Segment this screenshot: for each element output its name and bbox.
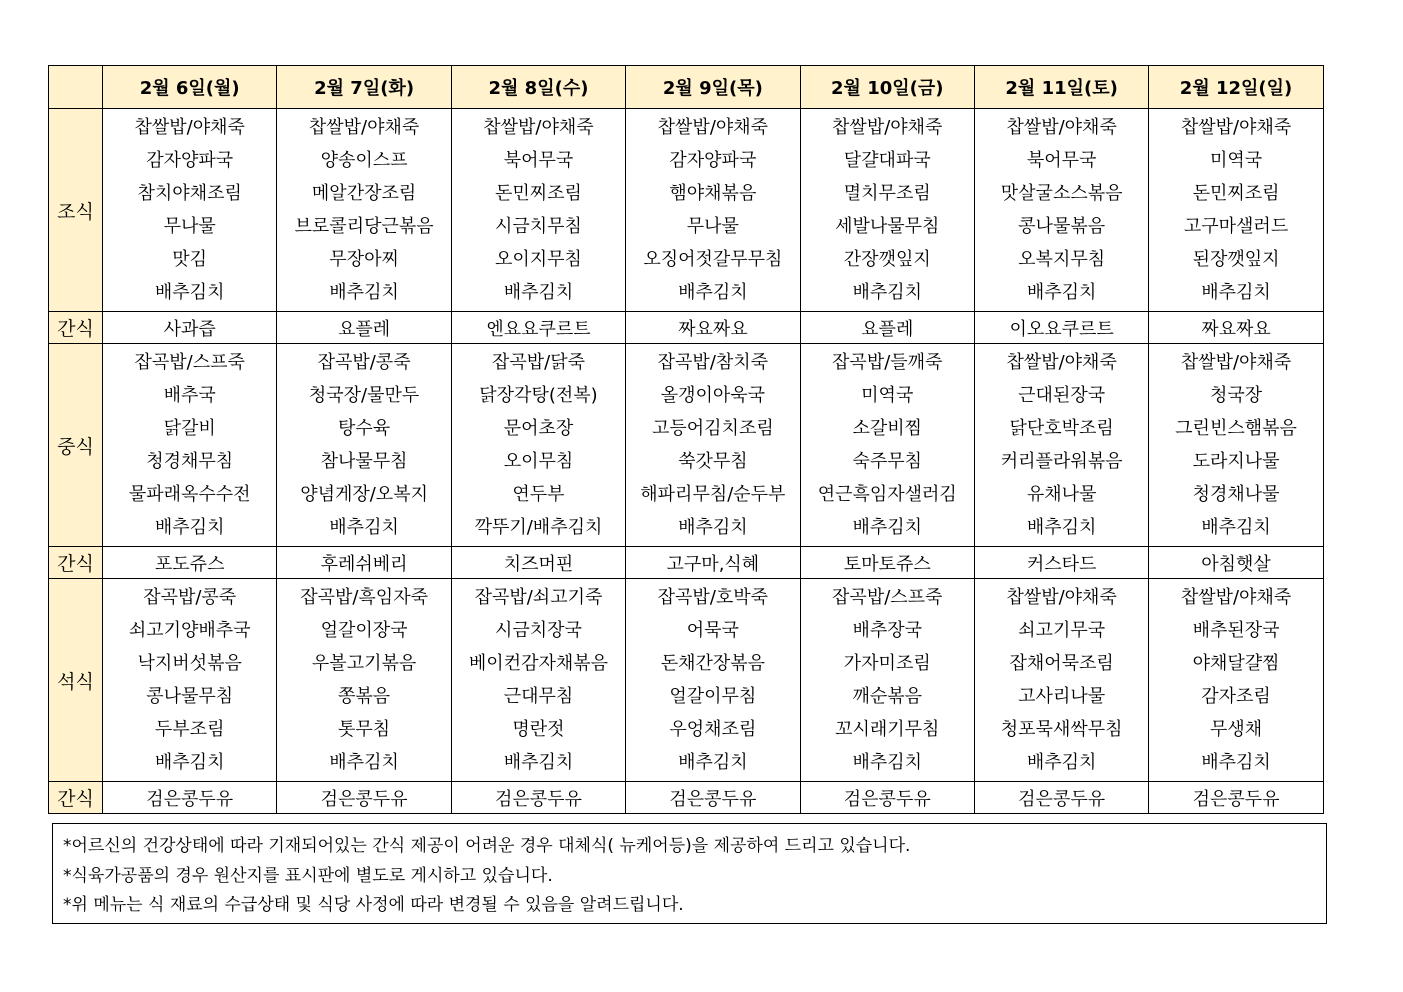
menu-item: 근대무침 [503, 686, 574, 707]
snack-cell: 토마토쥬스 [800, 547, 974, 579]
menu-item: 찹쌀밥/야채죽 [832, 117, 943, 138]
menu-item: 닭갈비 [163, 418, 216, 439]
snack-row [49, 312, 1324, 344]
menu-item: 배추김치 [1026, 517, 1097, 538]
menu-item: 배추김치 [154, 517, 225, 538]
day-header: 2월 9일(목) [626, 66, 800, 109]
menu-item: 배추국 [163, 385, 216, 406]
menu-item: 브로콜리당근볶음 [294, 216, 434, 237]
menu-item: 햄야채볶음 [669, 183, 757, 204]
menu-item: 잡곡밥/콩죽 [143, 587, 237, 608]
menu-item: 무장아찌 [329, 249, 399, 270]
menu-item: 명란젓 [512, 719, 565, 740]
menu-item: 배추김치 [329, 752, 399, 773]
meal-cell [1149, 344, 1323, 547]
menu-item: 잡곡밥/쇠고기죽 [474, 587, 603, 608]
menu-item: 얼갈이장국 [320, 620, 408, 641]
snack-cell: 엔요요쿠르트 [451, 312, 625, 344]
menu-item: 세발나물무침 [835, 216, 940, 237]
menu-item: 도라지나물 [1192, 451, 1280, 472]
menu-item: 멸치무조림 [843, 183, 931, 204]
menu-item: 잡곡밥/스프죽 [832, 587, 943, 608]
menu-item: 청국장 [1209, 385, 1263, 406]
note-line: *위 메뉴는 식 재료의 수급상태 및 식당 사정에 따라 변경될 수 있음을 알려드립니다. [63, 895, 684, 915]
menu-item: 찹쌀밥/야채죽 [134, 117, 245, 138]
weekly-menu-table [48, 65, 1324, 814]
menu-item: 닭단호박조림 [1009, 418, 1114, 439]
menu-item: 배추김치 [1201, 282, 1271, 303]
meal-cell [800, 344, 974, 547]
header-row [49, 66, 1324, 109]
menu-item: 양송이스프 [320, 150, 408, 171]
note-line: *어르신의 건강상태에 따라 기재되어있는 간식 제공이 어려운 경우 대체식( 뉴케어등)을 제공하여 드리고 있습니다. [63, 836, 911, 856]
menu-item: 배추김치 [678, 752, 748, 773]
menu-item: 잡곡밥/스프죽 [134, 352, 245, 373]
snack-cell: 사과즙 [103, 312, 277, 344]
row-label: 석식 [49, 579, 103, 782]
meal-cell [626, 344, 800, 547]
menu-item: 찹쌀밥/야채죽 [1006, 587, 1117, 608]
menu-item: 무나물 [163, 216, 216, 237]
menu-item: 북어무국 [503, 150, 574, 171]
menu-item: 고등어김치조림 [652, 418, 774, 439]
note-line: *식육가공품의 경우 원산지를 표시판에 별도로 게시하고 있습니다. [63, 865, 553, 886]
snack-cell: 후레쉬베리 [277, 547, 451, 579]
menu-item: 잡곡밥/흑임자죽 [300, 587, 428, 608]
menu-item: 미역국 [861, 385, 914, 406]
snack-cell: 아침햇살 [1149, 547, 1323, 579]
menu-item: 배추김치 [329, 517, 399, 538]
day-header: 2월 11일(토) [974, 66, 1148, 109]
menu-item: 배추김치 [852, 517, 923, 538]
snack-cell: 짜요짜요 [1149, 312, 1323, 344]
menu-item: 배추김치 [1201, 752, 1271, 773]
menu-item: 된장깻잎지 [1192, 249, 1280, 270]
menu-item: 숙주무침 [852, 451, 923, 472]
menu-item: 돈채간장볶음 [660, 653, 766, 674]
meal-cell [974, 579, 1148, 782]
menu-item: 찹쌀밥/야채죽 [1180, 117, 1292, 138]
menu-item: 돈민찌조림 [1192, 183, 1280, 204]
snack-cell: 검은콩두유 [451, 782, 625, 814]
corner-cell [49, 66, 103, 109]
menu-header [49, 66, 1324, 109]
menu-item: 맛김 [172, 249, 208, 270]
meal-cell [277, 109, 451, 312]
menu-item: 우엉채조림 [669, 719, 757, 740]
meal-cell [1149, 109, 1323, 312]
menu-item: 가자미조림 [843, 653, 931, 674]
menu-item: 낙지버섯볶음 [137, 653, 242, 674]
menu-item: 배추김치 [852, 282, 923, 303]
day-header: 2월 7일(화) [277, 66, 451, 109]
row-label: 중식 [49, 344, 103, 547]
menu-item: 깍뚜기/배추김치 [474, 517, 603, 538]
day-header: 2월 10일(금) [800, 66, 974, 109]
snack-cell: 포도쥬스 [103, 547, 277, 579]
snack-cell: 요플레 [277, 312, 451, 344]
menu-item: 두부조림 [154, 719, 225, 740]
meal-cell [974, 109, 1148, 312]
day-header: 2월 8일(수) [451, 66, 625, 109]
snack-cell: 요플레 [800, 312, 974, 344]
menu-item: 배추김치 [503, 752, 574, 773]
menu-item: 소갈비찜 [852, 418, 923, 439]
meal-cell [277, 344, 451, 547]
menu-item: 오징어젓갈무무침 [643, 249, 783, 270]
menu-item: 우볼고기볶음 [311, 653, 417, 674]
menu-item: 무나물 [686, 216, 739, 237]
menu-item: 오복지무침 [1018, 249, 1106, 270]
menu-item: 배추된장국 [1192, 620, 1280, 641]
menu-item: 배추김치 [1201, 517, 1271, 538]
snack-cell: 검은콩두유 [626, 782, 800, 814]
row-label: 조식 [49, 109, 103, 312]
menu-item: 청포묵새싹무침 [1000, 719, 1123, 740]
meal-cell [277, 579, 451, 782]
snack-cell: 커스타드 [974, 547, 1148, 579]
menu-item: 미역국 [1209, 150, 1263, 171]
menu-item: 찹쌀밥/야채죽 [1006, 117, 1117, 138]
menu-item: 무생채 [1209, 719, 1263, 740]
menu-item: 참나물무침 [320, 451, 408, 472]
snack-row [49, 782, 1324, 814]
menu-item: 콩나물무침 [146, 686, 234, 707]
menu-item: 배추김치 [1026, 752, 1097, 773]
snack-cell: 치즈머핀 [451, 547, 625, 579]
meal-cell [103, 344, 277, 547]
meal-row [49, 344, 1324, 547]
menu-item: 배추김치 [503, 282, 574, 303]
menu-item: 콩나물볶음 [1018, 216, 1106, 237]
snack-cell: 검은콩두유 [974, 782, 1148, 814]
meal-cell [103, 109, 277, 312]
snack-cell: 검은콩두유 [103, 782, 277, 814]
menu-item: 배추김치 [678, 282, 748, 303]
menu-item: 돈민찌조림 [495, 183, 582, 204]
menu-item: 쫑볶음 [338, 686, 391, 707]
meal-cell [800, 579, 974, 782]
snack-cell: 고구마,식혜 [626, 547, 800, 579]
menu-item: 잡곡밥/들깨죽 [832, 352, 943, 373]
menu-item: 고사리나물 [1018, 686, 1106, 707]
menu-item: 연근흑임자샐러김 [817, 484, 957, 505]
menu-item: 야채달걀찜 [1192, 653, 1280, 674]
row-label: 간식 [49, 312, 103, 344]
menu-item: 찹쌀밥/야채죽 [1180, 352, 1292, 373]
menu-item: 문어초장 [503, 418, 574, 439]
menu-item: 잡곡밥/참치죽 [657, 352, 769, 373]
menu-item: 연두부 [512, 484, 565, 505]
meal-cell [626, 579, 800, 782]
meal-row [49, 579, 1324, 782]
menu-item: 배추김치 [1026, 282, 1097, 303]
snack-cell: 검은콩두유 [800, 782, 974, 814]
menu-item: 톳무침 [338, 719, 391, 740]
meal-cell [451, 344, 625, 547]
menu-item: 찹쌀밥/야채죽 [483, 117, 594, 138]
menu-item: 양념게장/오복지 [300, 484, 428, 505]
menu-item: 배추김치 [154, 282, 225, 303]
menu-item: 해파리무침/순두부 [640, 484, 786, 505]
menu-item: 오이지무침 [495, 249, 582, 270]
menu-item: 닭장각탕(전복) [479, 385, 598, 406]
menu-item: 꼬시래기무침 [835, 719, 940, 740]
menu-item: 유채나물 [1026, 484, 1097, 505]
snack-cell: 짜요짜요 [626, 312, 800, 344]
menu-item: 쑥갓무침 [678, 451, 748, 472]
menu-item: 잡곡밥/닭죽 [491, 352, 585, 373]
snack-cell: 검은콩두유 [1149, 782, 1323, 814]
menu-item: 청경채무침 [146, 451, 234, 472]
menu-item: 잡채어묵조림 [1009, 653, 1114, 674]
snack-row [49, 547, 1324, 579]
menu-item: 배추장국 [852, 620, 923, 641]
menu-item: 시금치무침 [495, 216, 582, 237]
menu-item: 오이무침 [503, 451, 574, 472]
menu-item: 커리플라워볶음 [1000, 451, 1123, 472]
menu-item: 달걀대파국 [843, 150, 931, 171]
row-label: 간식 [49, 782, 103, 814]
meal-cell [451, 109, 625, 312]
menu-item: 감자양파국 [669, 150, 757, 171]
menu-item: 얼갈이무침 [669, 686, 757, 707]
row-label: 간식 [49, 547, 103, 579]
menu-item: 찹쌀밥/야채죽 [657, 117, 769, 138]
menu-item: 깨순볶음 [852, 686, 923, 707]
meal-cell [626, 109, 800, 312]
meal-row [49, 109, 1324, 312]
meal-cell [800, 109, 974, 312]
menu-item: 베이컨감자채볶음 [468, 653, 609, 674]
menu-item: 메알간장조림 [311, 183, 417, 204]
menu-item: 맛살굴소스볶음 [1000, 183, 1123, 204]
menu-item: 찹쌀밥/야채죽 [1180, 587, 1292, 608]
menu-item: 시금치장국 [495, 620, 582, 641]
menu-item: 간장깻잎지 [843, 249, 931, 270]
notes-box [52, 823, 1327, 924]
menu-item: 그린빈스햄볶음 [1175, 418, 1297, 439]
snack-cell: 검은콩두유 [277, 782, 451, 814]
menu-item: 감자양파국 [146, 150, 234, 171]
menu-item: 올갱이아욱국 [660, 385, 766, 406]
meal-cell [103, 579, 277, 782]
menu-item: 배추김치 [852, 752, 923, 773]
meal-cell [451, 579, 625, 782]
menu-item: 잡곡밥/호박죽 [657, 587, 769, 608]
menu-item: 청국장/물만두 [308, 385, 420, 406]
menu-item: 물파래옥수수전 [128, 484, 251, 505]
menu-item: 근대된장국 [1018, 385, 1106, 406]
menu-item: 참치야채조림 [137, 183, 242, 204]
menu-item: 잡곡밥/콩죽 [317, 352, 411, 373]
menu-item: 배추김치 [154, 752, 225, 773]
menu-item: 찹쌀밥/야채죽 [308, 117, 420, 138]
menu-item: 쇠고기무국 [1018, 620, 1106, 641]
menu-item: 탕수육 [338, 418, 391, 439]
menu-item: 배추김치 [678, 517, 748, 538]
menu-item: 청경채나물 [1192, 484, 1280, 505]
menu-body [49, 109, 1324, 814]
meal-cell [1149, 579, 1323, 782]
menu-item: 찹쌀밥/야채죽 [1006, 352, 1117, 373]
menu-item: 어묵국 [686, 620, 739, 641]
menu-item: 감자조림 [1201, 686, 1271, 707]
day-header: 2월 12일(일) [1149, 66, 1323, 109]
snack-cell: 이오요쿠르트 [974, 312, 1148, 344]
menu-item: 배추김치 [329, 282, 399, 303]
menu-item: 고구마샐러드 [1183, 216, 1289, 237]
day-header: 2월 6일(월) [103, 66, 277, 109]
menu-item: 쇠고기양배추국 [128, 620, 251, 641]
meal-cell [974, 344, 1148, 547]
menu-item: 북어무국 [1026, 150, 1097, 171]
